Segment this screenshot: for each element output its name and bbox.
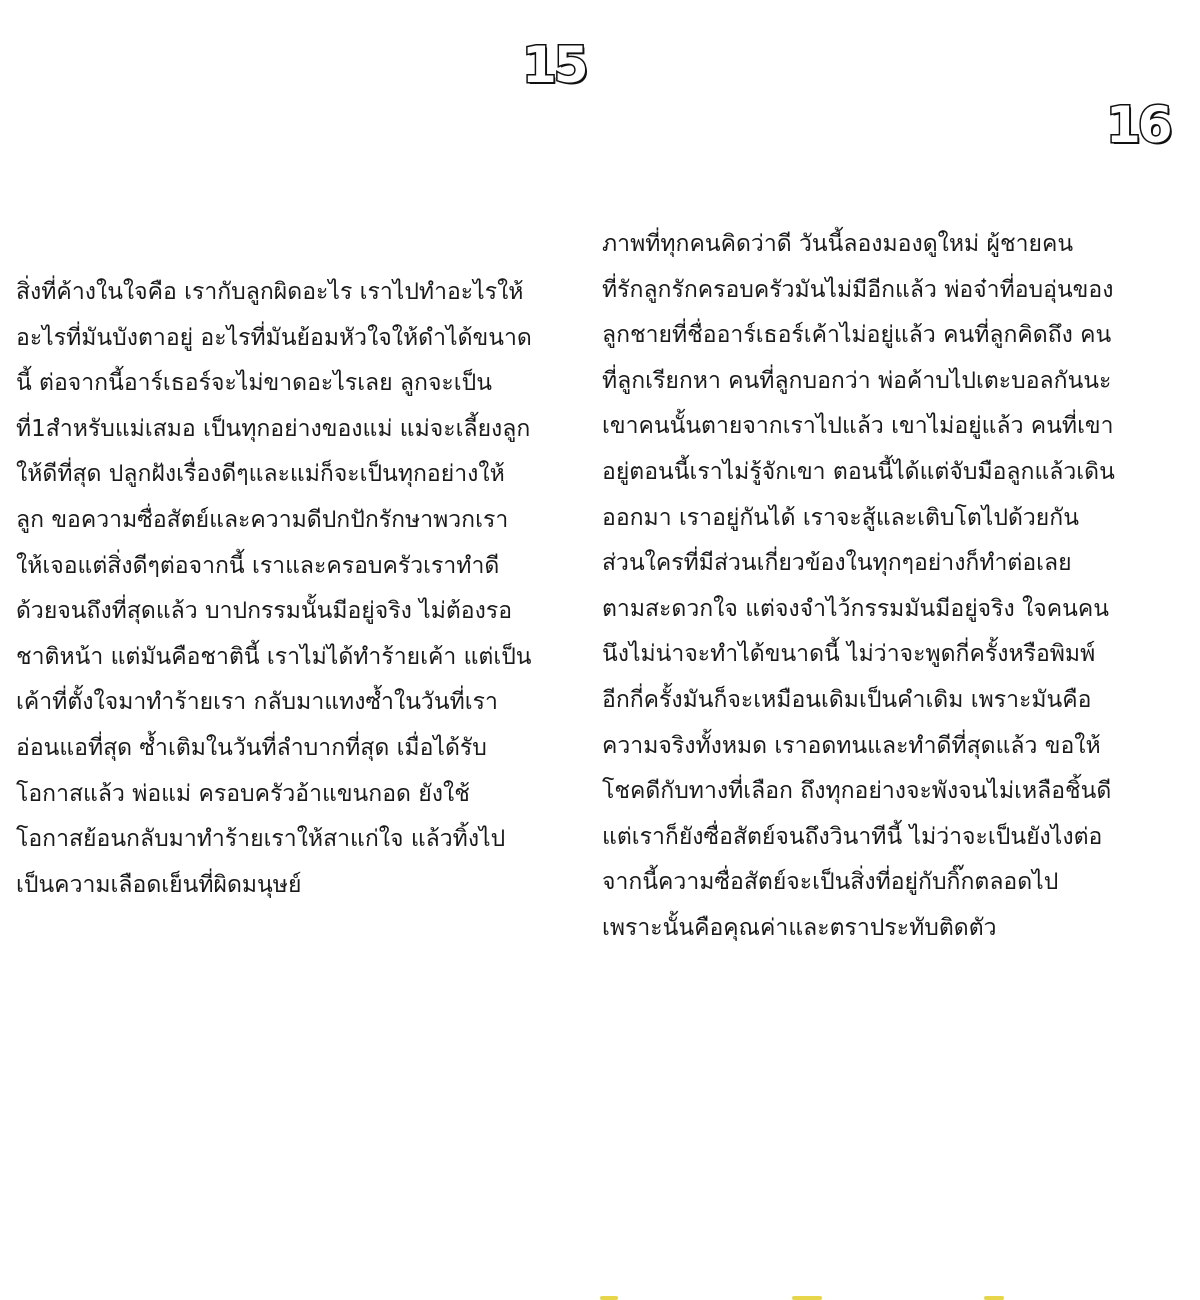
- text-line: ความจริงทั้งหมด เราอดทนและทำดีที่สุดแล้ว ขอให้: [602, 732, 1101, 759]
- text-line: ตามสะดวกใจ แต่จงจำไว้กรรมมันมีอยู่จริง ใจคนคน: [602, 595, 1109, 622]
- right-page-paragraph: [602, 222, 1115, 952]
- text-line: โอกาสแล้ว พ่อแม่ ครอบครัวอ้าแขนกอด ยังใช้: [16, 780, 470, 807]
- page-number-right: 16: [1106, 96, 1170, 154]
- accent-stroke: [600, 1296, 618, 1300]
- text-line: สิ่งที่ค้างในใจคือ เรากับลูกผิดอะไร เราไปทำอะไรให้: [16, 279, 524, 305]
- text-line: เป็นความเลือดเย็นที่ผิดมนุษย์: [16, 871, 302, 898]
- text-line: โอกาสย้อนกลับมาทำร้ายเราให้สาแก่ใจ แล้วทิ้งไป: [16, 826, 506, 853]
- text-line: แต่เราก็ยังซื่อสัตย์จนถึงวินาทีนี้ ไม่ว่าจะเป็นยังไงต่อ: [602, 823, 1103, 850]
- text-line: ลูก ขอความซื่อสัตย์และความดีปกปักรักษาพวกเรา: [16, 506, 509, 533]
- text-line: ให้ดีที่สุด ปลูกฝังเรื่องดีๆและแม่ก็จะเป็นทุกอย่างให้: [16, 461, 505, 488]
- text-line: อยู่ตอนนี้เราไม่รู้จักเขา ตอนนี้ได้แต่จับมือลูกแล้วเดิน: [602, 458, 1115, 485]
- accent-stroke: [984, 1296, 1004, 1300]
- text-line: จากนี้ความซื่อสัตย์จะเป็นสิ่งที่อยู่กับกิ๊กตลอดไป: [602, 869, 1059, 896]
- text-line: ที่รักลูกรักครอบครัวมันไม่มีอีกแล้ว พ่อจ๋าที่อบอุ่นของ: [602, 276, 1114, 303]
- text-line: ภาพที่ทุกคนคิดว่าดี วันนี้ลองมองดูใหม่ ผู้ชายคน: [602, 231, 1074, 257]
- text-line: อีกกี่ครั้งมันก็จะเหมือนเดิมเป็นคำเดิม เพราะมันคือ: [602, 686, 1092, 713]
- text-line: อะไรที่มันบังตาอยู่ อะไรที่มันย้อมหัวใจให้ดำได้ขนาด: [16, 324, 532, 351]
- text-line: ที่1สำหรับแม่เสมอ เป็นทุกอย่างของแม่ แม่จะเลี้ยงลูก: [16, 415, 531, 442]
- text-line: โชคดีกับทางที่เลือก ถึงทุกอย่างจะพังจนไม่เหลือชิ้นดี: [602, 778, 1112, 805]
- text-line: ให้เจอแต่สิ่งดีๆต่อจากนี้ เราและครอบครัวเราทำดี: [16, 552, 500, 579]
- text-line: ชาติหน้า แต่มันคือชาตินี้ เราไม่ได้ทำร้ายเค้า แต่เป็น: [16, 643, 532, 670]
- text-line: ออกมา เราอยู่กันได้ เราจะสู้และเติบโตไปด้วยกัน: [602, 504, 1079, 531]
- text-line: อ่อนแอที่สุด ซ้ำเติมในวันที่ลำบากที่สุด เมื่อได้รับ: [16, 734, 487, 761]
- text-line: นี้ ต่อจากนี้อาร์เธอร์จะไม่ขาดอะไรเลย ลูกจะเป็น: [16, 370, 492, 397]
- page-number-left: 15: [522, 36, 586, 94]
- bottom-edge-accent: [592, 1296, 1012, 1300]
- text-line: ส่วนใครที่มีส่วนเกี่ยวข้องในทุกๆอย่างก็ทำต่อเลย: [602, 550, 1072, 577]
- text-line: เค้าที่ตั้งใจมาทำร้ายเรา กลับมาแทงซ้ำในวันที่เรา: [16, 689, 498, 716]
- text-line: นึงไม่น่าจะทำได้ขนาดนี้ ไม่ว่าจะพูดกี่ครั้งหรือพิมพ์: [602, 641, 1096, 668]
- text-line: ด้วยจนถึงที่สุดแล้ว บาปกรรมนั้นมีอยู่จริง ไม่ต้องรอ: [16, 598, 513, 625]
- accent-stroke: [792, 1296, 822, 1300]
- text-line: ลูกชายที่ชื่ออาร์เธอร์เค้าไม่อยู่แล้ว คนที่ลูกคิดถึง คน: [602, 322, 1112, 349]
- text-line: เพราะนั้นคือคุณค่าและตราประทับติดตัว: [602, 914, 997, 941]
- text-line: เขาคนนั้นตายจากเราไปแล้ว เขาไม่อยู่แล้ว คนที่เขา: [602, 413, 1114, 440]
- left-page-paragraph: [16, 270, 532, 908]
- text-line: ที่ลูกเรียกหา คนที่ลูกบอกว่า พ่อค้าบไปเตะบอลกันนะ: [602, 367, 1112, 394]
